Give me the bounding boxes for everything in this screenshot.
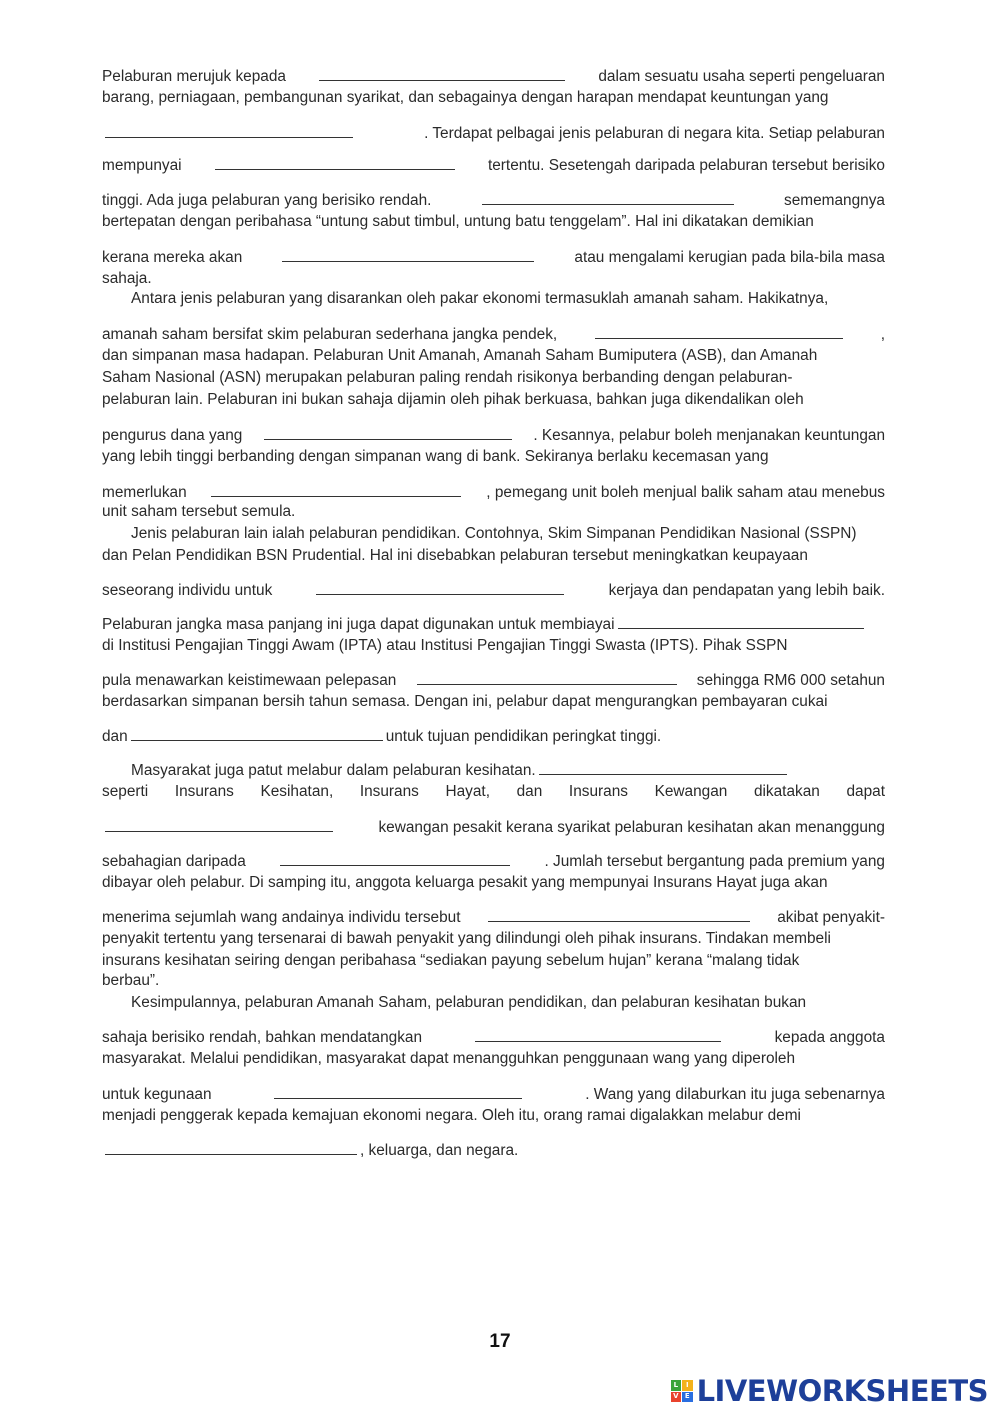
text-segment: untuk tujuan pendidikan peringkat tinggi. — [385, 728, 662, 745]
text-line — [102, 1140, 885, 1161]
answer-blank[interactable] — [211, 482, 461, 497]
text-line — [102, 324, 885, 345]
text-segment: sahaja berisiko rendah, bahkan mendatangkan — [102, 1029, 423, 1046]
text-segment: dan simpanan masa hadapan. Pelaburan Unit Amanah, Amanah Saham Bumiputera (ASB), dan Amanah — [102, 347, 818, 364]
text-line — [102, 425, 885, 446]
text-segment: dan — [102, 728, 128, 745]
text-segment: memerlukan — [102, 484, 187, 501]
text-segment: . Jumlah tersebut bergantung pada premium yang — [544, 853, 885, 870]
text-line — [102, 951, 885, 971]
text-line — [102, 670, 885, 691]
text-segment: Antara jenis pelaburan yang disarankan oleh pakar ekonomi termasuklah amanah saham. Hakikatnya, — [131, 290, 829, 307]
answer-blank[interactable] — [618, 614, 864, 629]
text-segment: . Terdapat pelbagai jenis pelaburan di negara kita. Setiap pelaburan — [424, 125, 885, 142]
text-line — [102, 929, 885, 949]
text-segment: berbau”. — [102, 972, 160, 989]
answer-blank[interactable] — [319, 66, 565, 81]
text-line — [102, 1106, 885, 1126]
answer-blank[interactable] — [105, 123, 353, 138]
answer-blank[interactable] — [274, 1084, 522, 1099]
answer-blank[interactable] — [264, 425, 512, 440]
logo-tile: E — [682, 1392, 693, 1403]
text-segment: akibat penyakit- — [777, 909, 885, 926]
answer-blank[interactable] — [475, 1027, 721, 1042]
text-segment: dibayar oleh pelabur. Di samping itu, anggota keluarga pesakit yang mempunyai Insurans Hayat juga akan — [102, 874, 828, 891]
text-line — [131, 289, 885, 309]
liveworksheets-logo-icon — [671, 1380, 693, 1402]
text-segment: kepada anggota — [774, 1029, 885, 1046]
text-segment: Kesimpulannya, pelaburan Amanah Saham, pelaburan pendidikan, dan pelaburan kesihatan bukan — [131, 994, 807, 1011]
answer-blank[interactable] — [417, 670, 677, 685]
logo-tile: I — [682, 1380, 693, 1391]
text-segment: pula menawarkan keistimewaan pelepasan — [102, 672, 397, 689]
answer-blank[interactable] — [539, 760, 787, 775]
text-word: dikatakan — [753, 783, 820, 800]
text-segment: kerjaya dan pendapatan yang lebih baik. — [608, 582, 885, 599]
text-word: Insurans — [359, 783, 419, 800]
text-word: dan — [516, 783, 543, 800]
text-line — [102, 368, 885, 388]
text-segment: , pemegang unit boleh menjual balik saham atau menebus — [486, 484, 885, 501]
answer-blank[interactable] — [488, 907, 750, 922]
text-segment: atau mengalami kerugian pada bila-bila masa — [574, 249, 885, 266]
answer-blank[interactable] — [105, 817, 333, 832]
text-segment: Saham Nasional (ASN) merupakan pelaburan paling rendah risikonya berbanding dengan pelaburan- — [102, 369, 793, 386]
text-line — [102, 212, 885, 232]
text-line — [102, 782, 885, 802]
text-line — [102, 123, 885, 144]
text-segment: bertepatan dengan peribahasa “untung sabut timbul, untung batu tenggelam”. Hal ini dikatakan demikian — [102, 213, 814, 230]
text-line — [102, 1084, 885, 1105]
text-line — [102, 247, 885, 268]
answer-blank[interactable] — [316, 580, 564, 595]
text-line — [131, 760, 885, 781]
text-line — [102, 1049, 885, 1069]
text-line — [102, 636, 885, 656]
text-segment: masyarakat. Melalui pendidikan, masyarakat dapat menangguhkan penggunaan wang yang diperoleh — [102, 1050, 796, 1067]
text-segment: pelaburan lain. Pelaburan ini bukan sahaja dijamin oleh pihak berkuasa, bahkan juga dikendalikan oleh — [102, 391, 804, 408]
text-line — [102, 190, 885, 211]
text-segment: yang lebih tinggi berbanding dengan simpanan wang di bank. Sekiranya berlaku kecemasan yang — [102, 448, 769, 465]
text-segment: barang, perniagaan, pembangunan syarikat, dan sebagainya dengan harapan mendapat keuntungan yang — [102, 89, 829, 106]
text-segment: di Institusi Pengajian Tinggi Awam (IPTA) atau Institusi Pengajian Tinggi Swasta (IPTS). Pihak SSPN — [102, 637, 788, 654]
text-segment: sememangnya — [784, 192, 885, 209]
answer-blank[interactable] — [131, 726, 383, 741]
text-word: Hayat, — [445, 783, 490, 800]
text-segment: sehingga RM6 000 setahun — [696, 672, 885, 689]
text-segment: seseorang individu untuk — [102, 582, 273, 599]
text-line — [102, 88, 885, 108]
answer-blank[interactable] — [105, 1140, 357, 1155]
text-segment: insurans kesihatan seiring dengan peribahasa “sediakan payung sebelum hujan” kerana “malang tidak — [102, 952, 800, 969]
text-segment: sahaja. — [102, 270, 152, 287]
text-line — [102, 447, 885, 467]
text-segment: dan Pelan Pendidikan BSN Prudential. Hal ini disebabkan pelaburan tersebut meningkatkan keupayaan — [102, 547, 808, 564]
text-word: Insurans — [568, 783, 628, 800]
text-segment: , keluarga, dan negara. — [360, 1142, 519, 1159]
text-word: dapat — [846, 783, 885, 800]
answer-blank[interactable] — [282, 247, 534, 262]
answer-blank[interactable] — [280, 851, 510, 866]
text-segment: tertentu. Sesetengah daripada pelaburan tersebut berisiko — [487, 157, 885, 174]
text-segment: Pelaburan jangka masa panjang ini juga dapat digunakan untuk membiayai — [102, 616, 615, 633]
text-line — [102, 726, 885, 747]
text-line — [131, 524, 885, 544]
answer-blank[interactable] — [595, 324, 843, 339]
text-segment: Jenis pelaburan lain ialah pelaburan pendidikan. Contohnya, Skim Simpanan Pendidikan Nasional (SSPN) — [131, 525, 857, 542]
text-line — [102, 614, 885, 635]
text-segment: . Wang yang dilaburkan itu juga sebenarnya — [585, 1086, 885, 1103]
text-segment: dalam sesuatu usaha seperti pengeluaran — [598, 68, 885, 85]
text-segment: mempunyai — [102, 157, 182, 174]
logo-tile: L — [671, 1380, 682, 1391]
text-line — [102, 580, 885, 601]
text-line — [102, 692, 885, 712]
text-word: seperti — [102, 783, 149, 800]
text-segment: pengurus dana yang — [102, 427, 243, 444]
text-word: Kewangan — [654, 783, 728, 800]
text-segment: sebahagian daripada — [102, 853, 246, 870]
text-segment: Pelaburan merujuk kepada — [102, 68, 286, 85]
text-line — [102, 269, 885, 289]
text-segment: untuk kegunaan — [102, 1086, 212, 1103]
text-segment: tinggi. Ada juga pelaburan yang berisiko rendah. — [102, 192, 432, 209]
text-line — [102, 971, 885, 991]
text-line — [102, 851, 885, 872]
text-word: Insurans — [174, 783, 234, 800]
text-segment: penyakit tertentu yang tersenarai di bawah penyakit yang dilindungi oleh pihak insurans. Tindakan membeli — [102, 930, 831, 947]
text-segment: kerana mereka akan — [102, 249, 243, 266]
text-segment: unit saham tersebut semula. — [102, 503, 296, 520]
text-segment: menjadi penggerak kepada kemajuan ekonomi negara. Oleh itu, orang ramai digalakkan melabur demi — [102, 1107, 801, 1124]
text-segment: kewangan pesakit kerana syarikat pelaburan kesihatan akan menanggung — [378, 819, 885, 836]
text-line — [102, 390, 885, 410]
answer-blank[interactable] — [482, 190, 734, 205]
text-line — [102, 546, 885, 566]
text-segment: , — [880, 326, 885, 343]
text-segment: menerima sejumlah wang andainya individu tersebut — [102, 909, 461, 926]
text-segment: amanah saham bersifat skim pelaburan sederhana jangka pendek, — [102, 326, 558, 343]
text-line — [102, 66, 885, 87]
text-segment: Masyarakat juga patut melabur dalam pelaburan kesihatan. — [131, 762, 536, 779]
text-segment: berdasarkan simpanan bersih tahun semasa. Dengan ini, pelabur dapat mengurangkan pembayaran cukai — [102, 693, 828, 710]
text-line — [102, 346, 885, 366]
text-line — [102, 502, 885, 522]
text-word: Kesihatan, — [260, 783, 334, 800]
text-line — [131, 993, 885, 1013]
text-line — [102, 873, 885, 893]
text-line — [102, 1027, 885, 1048]
page-number: 17 — [489, 1331, 511, 1352]
text-line — [102, 155, 885, 176]
text-segment: . Kesannya, pelabur boleh menjanakan keuntungan — [533, 427, 885, 444]
text-line — [102, 817, 885, 838]
answer-blank[interactable] — [215, 155, 455, 170]
logo-tile: V — [671, 1392, 682, 1403]
liveworksheets-watermark — [671, 1376, 988, 1406]
text-line — [102, 907, 885, 928]
text-line — [102, 482, 885, 503]
brand-text: LIVEWORKSHEETS — [696, 1374, 988, 1408]
